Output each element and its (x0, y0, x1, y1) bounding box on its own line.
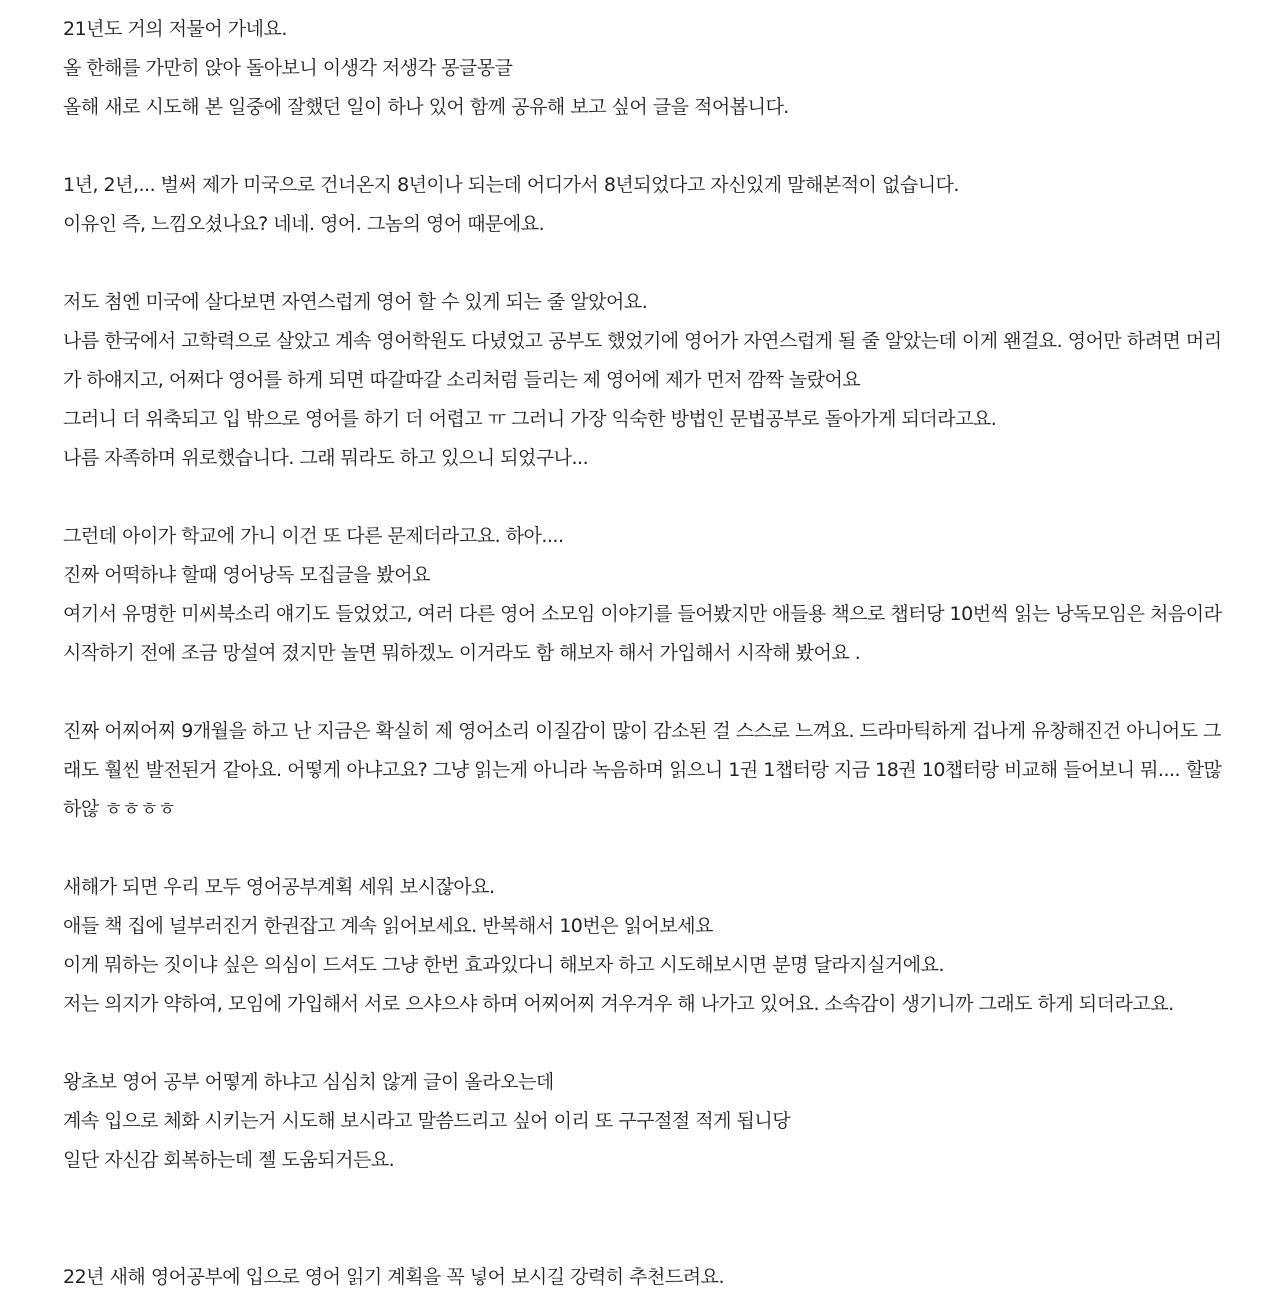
text-line: 그러니 더 위축되고 입 밖으로 영어를 하기 더 어렵고 ㅠ 그러니 가장 익숙한 방법인 문법공부로 돌아가게 되더라고요. (63, 408, 997, 430)
text-line: 그런데 아이가 학교에 가니 이건 또 다른 문제더라고요. 하아.... (63, 525, 564, 547)
paragraph-advice (63, 868, 1213, 1024)
paragraph-spacer (63, 1024, 1213, 1063)
text-line: 래도 훨씬 발전된거 같아요. 어떻게 아냐고요? 그냥 읽는게 아니라 녹음하며 읽으니 1권 1챕터랑 지금 18권 10챕터랑 비교해 들어보니 뭐.... 할많 (63, 759, 1222, 781)
text-line: 새해가 되면 우리 모두 영어공부계획 세워 보시잖아요. (63, 876, 495, 898)
text-line: 진짜 어찌어찌 9개월을 하고 난 지금은 확실히 제 영어소리 이질감이 많이 감소된 걸 스스로 느껴요. 드라마틱하게 겁나게 유창해진건 아니어도 그 (63, 720, 1221, 742)
text-line: 애들 책 집에 널부러진거 한권잡고 계속 읽어보세요. 반복해서 10번은 읽어보세요 (63, 915, 713, 937)
text-line: 이유인 즉, 느낌오셨나요? 네네. 영어. 그놈의 영어 때문에요. (63, 213, 545, 235)
paragraph-years (63, 166, 1213, 244)
post-body (63, 10, 1222, 1297)
paragraph-spacer (63, 1180, 1213, 1258)
paragraph-intro (63, 10, 1213, 127)
text-line: 저도 첨엔 미국에 살다보면 자연스럽게 영어 할 수 있게 되는 줄 알았어요. (63, 291, 648, 313)
text-line: 나름 한국에서 고학력으로 살았고 계속 영어학원도 다녔었고 공부도 했었기에 영어가 자연스럽게 될 줄 알았는데 이게 왠걸요. 영어만 하려면 머리 (63, 330, 1222, 352)
text-line: 시작하기 전에 조금 망설여 졌지만 놀면 뭐하겠노 이거라도 함 해보자 해서 가입해서 시작해 봤어요 . (63, 642, 861, 664)
text-line: 가 하얘지고, 어쩌다 영어를 하게 되면 따갈따갈 소리처럼 들리는 제 영어에 제가 먼저 깜짝 놀랐어요 (63, 369, 861, 391)
text-line: 왕초보 영어 공부 어떻게 하냐고 심심치 않게 글이 올라오는데 (63, 1071, 554, 1093)
paragraph-beginners (63, 1063, 1213, 1180)
text-line: 여기서 유명한 미씨북소리 얘기도 들었었고, 여러 다른 영어 소모임 이야기를 들어봤지만 애들용 책으로 챕터당 10번씩 읽는 낭독모임은 처음이라 (63, 603, 1222, 625)
text-line: 21년도 거의 저물어 가네요. (63, 18, 287, 40)
paragraph-spacer (63, 829, 1213, 868)
text-line: 진짜 어떡하냐 할때 영어낭독 모집글을 봤어요 (63, 564, 430, 586)
paragraph-struggle (63, 283, 1222, 478)
paragraph-spacer (63, 478, 1213, 517)
text-line: 1년, 2년,... 벌써 제가 미국으로 건너온지 8년이나 되는데 어디가서 8년되었다고 자신있게 말해본적이 없습니다. (63, 174, 959, 196)
paragraph-spacer (63, 127, 1213, 166)
text-line: 이게 뭐하는 짓이냐 싶은 의심이 드셔도 그냥 한번 효과있다니 해보자 하고 시도해보시면 분명 달라지실거에요. (63, 954, 944, 976)
text-line: 나름 자족하며 위로했습니다. 그래 뭐라도 하고 있으니 되었구나... (63, 447, 589, 469)
text-line: 계속 입으로 체화 시키는거 시도해 보시라고 말씀드리고 싶어 이리 또 구구절절 적게 됩니당 (63, 1110, 791, 1132)
paragraph-spacer (63, 244, 1213, 283)
text-line: 올 한해를 가만히 앉아 돌아보니 이생각 저생각 몽글몽글 (63, 57, 513, 79)
paragraph-joining (63, 517, 1222, 673)
paragraph-closing (63, 1258, 1213, 1297)
text-line: 하않 ㅎㅎㅎㅎ (63, 798, 176, 820)
text-line: 일단 자신감 회복하는데 젤 도움되거든요. (63, 1149, 395, 1171)
text-line: 22년 새해 영어공부에 입으로 영어 읽기 계획을 꼭 넣어 보시길 강력히 추천드려요. (63, 1266, 724, 1288)
paragraph-progress (63, 712, 1222, 829)
text-line: 올해 새로 시도해 본 일중에 잘했던 일이 하나 있어 함께 공유해 보고 싶어 글을 적어봅니다. (63, 96, 789, 118)
text-line: 저는 의지가 약하여, 모임에 가입해서 서로 으샤으샤 하며 어찌어찌 겨우겨우 해 나가고 있어요. 소속감이 생기니까 그래도 하게 되더라고요. (63, 993, 1174, 1015)
paragraph-spacer (63, 673, 1213, 712)
